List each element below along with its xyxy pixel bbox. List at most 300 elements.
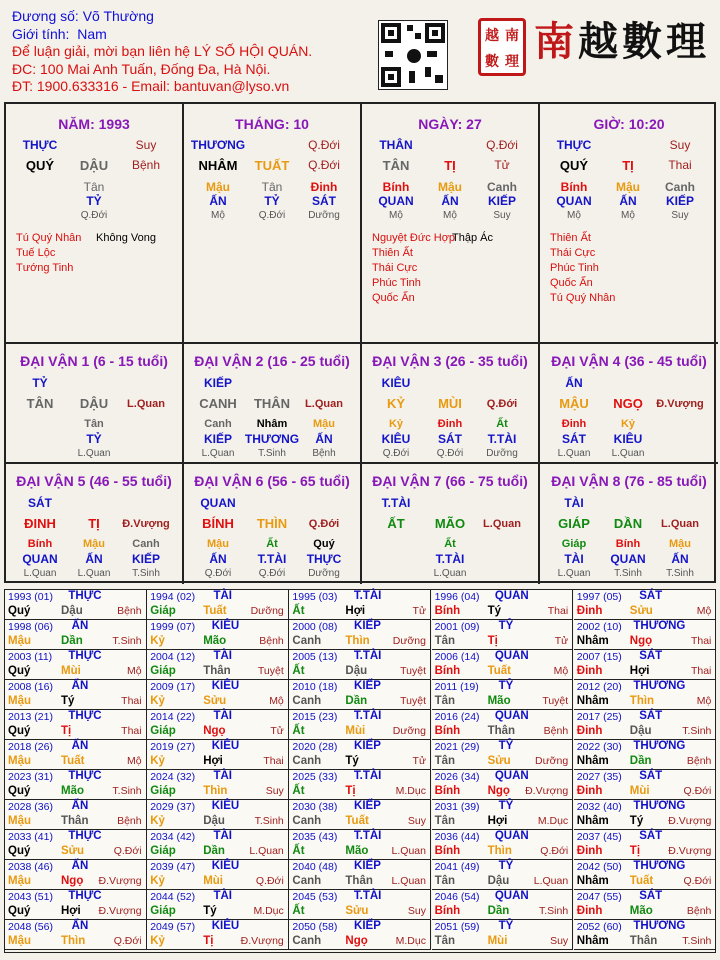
year-state: Thai	[121, 725, 142, 737]
year-cell[interactable]	[147, 890, 289, 920]
year-god: TÀI	[213, 710, 233, 722]
year-can: Nhâm	[576, 875, 609, 887]
year-label: 2002 (10)	[576, 621, 622, 633]
year-god: THỰC	[68, 650, 102, 662]
year-can: Bính	[434, 785, 461, 797]
year-chi: Thìn	[487, 845, 512, 857]
year-god: QUAN	[494, 650, 529, 662]
year-state: Thai	[690, 635, 712, 647]
year-can: Canh	[292, 935, 322, 947]
year-state: Tử	[412, 605, 426, 617]
year-chi: Dậu	[487, 875, 510, 887]
year-cell[interactable]	[432, 920, 574, 950]
year-god: THỰC	[68, 710, 102, 722]
year-cell[interactable]	[147, 860, 289, 890]
year-chi: Tý	[629, 815, 644, 827]
year-chi: Mùi	[487, 935, 508, 947]
year-cell[interactable]	[5, 620, 147, 650]
year-chi: Tị	[203, 935, 214, 947]
year-god: TÀI	[213, 830, 233, 842]
year-cell[interactable]	[5, 800, 147, 830]
pillar-hour: GIỜ: 10:20 THỰC Suy QUÝ TỊ Thai Bính Mậu Canh QUAN ẤN KIẾP Mộ Mộ Suy Thiên Ất Thái Cực Phúc Tinh Quốc Ấn Tú Quý Nhân	[540, 104, 718, 344]
year-state: T.Sinh	[112, 785, 142, 797]
year-state: Đ.Vượng	[98, 875, 142, 887]
year-can: Canh	[292, 695, 322, 707]
year-can: Mậu	[8, 815, 31, 827]
year-can: Bính	[434, 665, 461, 677]
year-state: Tuyệt	[400, 665, 426, 677]
year-chi: Tuất	[203, 605, 227, 617]
year-can: Nhâm	[576, 815, 609, 827]
year-can: Đinh	[576, 785, 603, 797]
decade-title: ĐẠI VẬN 6 (56 - 65 tuổi)	[194, 473, 350, 489]
year-state: Mộ	[269, 695, 284, 707]
year-chi: Hợi	[61, 905, 81, 917]
year-can: Ất	[292, 605, 305, 617]
year-chi: Thân	[345, 875, 373, 887]
year-state: Mộ	[127, 755, 142, 767]
year-label: 2028 (36)	[8, 801, 53, 813]
year-cell[interactable]	[574, 890, 716, 920]
year-can: Tân	[434, 755, 456, 767]
year-label: 2027 (35)	[576, 771, 622, 783]
decade-cell: ĐẠI VẬN 4 (36 - 45 tuổi) ẤN MẬU NGỌ Đ.Vượng Đinh SÁT L.Quan Kỷ KIÊU L.Quan	[540, 344, 718, 464]
year-label: 2043 (51)	[8, 891, 53, 903]
year-state: Mộ	[696, 605, 712, 617]
year-can: Mậu	[8, 875, 31, 887]
year-cell[interactable]	[574, 800, 716, 830]
year-label: 2013 (21)	[8, 711, 53, 723]
year-state: M.Dục	[253, 905, 284, 917]
year-chi: Dần	[61, 635, 83, 647]
pillar-title: NGÀY: 27	[418, 116, 482, 132]
year-god: THƯƠNG	[633, 680, 686, 692]
year-god: QUAN	[494, 890, 529, 902]
year-chi: Thân	[487, 725, 516, 737]
year-label: 2020 (28)	[292, 741, 338, 753]
pillar-month: THÁNG: 10 THƯƠNG Q.Đới NHÂM TUẤT Q.Đới Mậu Tân Đinh ẤN TỶ SÁT Mộ Q.Đới Dưỡng	[184, 104, 362, 344]
year-label: 2019 (27)	[150, 741, 196, 753]
year-state: Mộ	[696, 695, 712, 707]
year-can: Tân	[434, 695, 456, 707]
year-state: Q.Đới	[113, 935, 142, 947]
year-god: TÀI	[213, 770, 233, 782]
year-god: KIÊU	[211, 740, 240, 752]
year-state: Q.Đới	[255, 875, 284, 887]
year-can: Nhâm	[576, 635, 609, 647]
year-cell[interactable]	[432, 680, 574, 710]
year-label: 2006 (14)	[434, 651, 480, 663]
year-can: Kỷ	[150, 935, 165, 947]
year-god: QUAN	[494, 710, 529, 722]
year-god: ẤN	[71, 620, 89, 632]
year-label: 2050 (58)	[292, 921, 338, 933]
year-cell[interactable]	[289, 680, 431, 710]
year-state: Q.Đới	[540, 845, 569, 857]
year-cell[interactable]	[289, 740, 431, 770]
year-cell[interactable]	[289, 920, 431, 950]
year-god: THỰC	[68, 890, 102, 902]
year-can: Ất	[292, 905, 305, 917]
year-can: Giáp	[150, 845, 176, 857]
decade-cell: ĐẠI VẬN 2 (16 - 25 tuổi) KIẾP CANH THÂN L.Quan Canh KIẾP L.Quan Nhâm THƯƠNG T.Sinh Mậu ẤN Bệnh	[184, 344, 362, 464]
year-god: TỶ	[498, 680, 514, 692]
year-cell[interactable]	[147, 740, 289, 770]
year-state: Q.Đới	[683, 875, 712, 887]
year-chi: Sửu	[345, 905, 369, 917]
year-god: T.TÀI	[353, 650, 382, 662]
year-god: ẤN	[71, 680, 89, 692]
year-chi: Thân	[61, 815, 89, 827]
year-god: KIÊU	[211, 620, 240, 632]
year-state: Dưỡng	[535, 755, 569, 767]
year-cell[interactable]	[5, 860, 147, 890]
year-cell[interactable]	[289, 650, 431, 680]
year-label: 2034 (42)	[150, 831, 196, 843]
year-cell[interactable]	[432, 650, 574, 680]
year-cell[interactable]	[432, 800, 574, 830]
pillar-title: THÁNG: 10	[235, 116, 309, 132]
year-god: KIẾP	[354, 800, 381, 812]
year-cell[interactable]	[5, 650, 147, 680]
year-label: 2005 (13)	[292, 651, 338, 663]
year-state: Đ.Vượng	[668, 845, 712, 857]
year-god: THƯƠNG	[633, 860, 686, 872]
year-god: THƯƠNG	[633, 740, 686, 752]
year-label: 1993 (01)	[8, 591, 53, 603]
year-cell[interactable]	[289, 770, 431, 800]
year-state: Tuyệt	[257, 665, 284, 677]
year-god: SÁT	[639, 650, 663, 662]
year-cell[interactable]	[147, 590, 289, 620]
year-can: Ất	[292, 725, 305, 737]
year-label: 1997 (05)	[576, 591, 622, 603]
year-label: 2001 (09)	[434, 621, 480, 633]
year-label: 2008 (16)	[8, 681, 53, 693]
year-god: ẤN	[71, 920, 89, 932]
year-cell[interactable]	[5, 830, 147, 860]
year-god: ẤN	[71, 740, 89, 752]
year-cell[interactable]	[432, 860, 574, 890]
year-can: Bính	[434, 845, 461, 857]
year-cell[interactable]	[5, 770, 147, 800]
year-cell[interactable]	[432, 620, 574, 650]
year-god: KIÊU	[211, 680, 240, 692]
year-state: Tử	[270, 725, 284, 737]
year-god: KIẾP	[354, 860, 381, 872]
year-can: Tân	[434, 875, 456, 887]
year-state: Mộ	[553, 665, 569, 677]
year-cell[interactable]	[574, 860, 716, 890]
year-cell[interactable]	[432, 830, 574, 860]
year-chi: Hợi	[203, 755, 223, 767]
year-state: Q.Đới	[683, 785, 712, 797]
year-can: Bính	[434, 605, 461, 617]
decade-cell: ĐẠI VẬN 1 (6 - 15 tuổi) TỶ TÂN DẬU L.Quan Tân TỶ L.Quan	[6, 344, 184, 464]
year-can: Giáp	[150, 725, 176, 737]
year-cell[interactable]	[432, 770, 574, 800]
year-chi: Tý	[345, 755, 359, 767]
year-can: Giáp	[150, 605, 176, 617]
year-state: T.Sinh	[682, 725, 712, 737]
year-cell[interactable]	[574, 740, 716, 770]
year-cell[interactable]	[147, 680, 289, 710]
decade-cell: ĐẠI VẬN 7 (66 - 75 tuổi) T.TÀI ẤT MÃO L.Quan Ất T.TÀI L.Quan	[362, 464, 540, 584]
year-state: Suy	[407, 905, 426, 917]
year-can: Canh	[292, 755, 322, 767]
year-cell[interactable]	[5, 680, 147, 710]
year-god: KIẾP	[354, 680, 381, 692]
year-god: THỰC	[68, 590, 102, 602]
year-chi: Tý	[203, 905, 217, 917]
year-can: Nhâm	[576, 755, 609, 767]
year-label: 2007 (15)	[576, 651, 622, 663]
year-cell[interactable]	[432, 740, 574, 770]
year-can: Canh	[292, 635, 322, 647]
year-cell[interactable]	[289, 710, 431, 740]
year-can: Tân	[434, 815, 456, 827]
year-god: KIẾP	[354, 740, 381, 752]
year-chi: Tý	[61, 695, 75, 707]
year-can: Giáp	[150, 665, 176, 677]
year-state: M.Dục	[395, 785, 426, 797]
year-cell[interactable]	[5, 710, 147, 740]
year-chi: Mão	[345, 845, 369, 857]
year-god: QUAN	[494, 590, 529, 602]
year-god: SÁT	[639, 830, 663, 842]
year-state: T.Sinh	[112, 635, 142, 647]
year-chi: Sửu	[629, 605, 653, 617]
year-label: 2051 (59)	[434, 921, 480, 933]
year-state: Đ.Vượng	[525, 785, 569, 797]
year-cell[interactable]	[574, 920, 716, 950]
owner-line: Đương số: Võ Thường	[12, 8, 154, 24]
year-god: SÁT	[639, 770, 663, 782]
year-cell[interactable]	[289, 860, 431, 890]
year-god: TỶ	[498, 620, 514, 632]
year-label: 2004 (12)	[150, 651, 196, 663]
year-chi: Tị	[61, 725, 72, 737]
seal-stamp-icon: 越 南 數 理	[478, 18, 526, 76]
year-can: Kỷ	[150, 755, 165, 767]
decade-title: ĐẠI VẬN 3 (26 - 35 tuổi)	[372, 353, 528, 369]
year-state: Thai	[263, 755, 284, 767]
year-chi: Mão	[203, 635, 227, 647]
year-can: Giáp	[150, 905, 176, 917]
year-state: Suy	[550, 935, 569, 947]
year-label: 2010 (18)	[292, 681, 338, 693]
pillar-title: GIỜ: 10:20	[593, 116, 665, 132]
year-state: L.Quan	[533, 875, 569, 887]
year-chi: Tuất	[629, 875, 654, 887]
year-can: Quý	[8, 785, 31, 797]
year-state: Tử	[554, 635, 569, 647]
year-state: Thai	[121, 695, 142, 707]
year-can: Ất	[292, 845, 305, 857]
year-can: Quý	[8, 845, 31, 857]
header-info	[12, 8, 312, 96]
year-label: 2040 (48)	[292, 861, 338, 873]
year-state: Dưỡng	[392, 725, 426, 737]
contact-line: Để luận giải, mời bạn liên hệ LÝ SỐ HỘI QUÁN.	[12, 43, 313, 59]
year-cell[interactable]	[289, 620, 431, 650]
year-can: Bính	[434, 725, 461, 737]
year-god: ẤN	[71, 860, 89, 872]
year-cell[interactable]	[574, 650, 716, 680]
year-god: KIÊU	[211, 920, 240, 932]
year-label: 1999 (07)	[150, 621, 196, 633]
year-label: 2016 (24)	[434, 711, 480, 723]
year-cell[interactable]	[289, 890, 431, 920]
year-state: T.Sinh	[682, 935, 712, 947]
year-label: 2031 (39)	[434, 801, 480, 813]
pillar-title: NĂM: 1993	[58, 116, 130, 132]
year-chi: Mùi	[345, 725, 366, 737]
decade-title: ĐẠI VẬN 4 (36 - 45 tuổi)	[551, 353, 707, 369]
year-can: Bính	[434, 905, 461, 917]
year-cell[interactable]	[574, 830, 716, 860]
year-state: Tuyệt	[400, 695, 426, 707]
year-god: THỰC	[68, 830, 102, 842]
year-chi: Dậu	[629, 725, 652, 737]
year-cell[interactable]	[574, 590, 716, 620]
year-state: Mộ	[127, 665, 142, 677]
year-can: Mậu	[8, 695, 31, 707]
year-cell[interactable]	[147, 770, 289, 800]
year-state: M.Dục	[395, 935, 426, 947]
year-chi: Dần	[629, 755, 652, 767]
year-state: Dưỡng	[250, 605, 284, 617]
year-chi: Ngọ	[487, 785, 510, 797]
year-can: Đinh	[576, 725, 603, 737]
year-label: 2049 (57)	[150, 921, 196, 933]
year-can: Ất	[292, 665, 305, 677]
year-cell[interactable]	[574, 680, 716, 710]
year-god: KIẾP	[354, 620, 381, 632]
year-cell[interactable]	[147, 710, 289, 740]
year-god: KIÊU	[211, 800, 240, 812]
year-label: 2030 (38)	[292, 801, 338, 813]
year-chi: Tuất	[345, 815, 369, 827]
year-can: Đinh	[576, 845, 603, 857]
year-chi: Ngọ	[629, 635, 653, 647]
year-label: 2022 (30)	[576, 741, 622, 753]
year-cell[interactable]	[432, 710, 574, 740]
year-cell[interactable]	[574, 620, 716, 650]
year-god: T.TÀI	[353, 590, 382, 602]
year-label: 1998 (06)	[8, 621, 53, 633]
year-label: 2044 (52)	[150, 891, 196, 903]
brand-logo: 南越數理	[534, 18, 710, 65]
pillar-year: NĂM: 1993 THỰC Suy QUÝ DẬU Bệnh Tân TỶ Q.Đới Tú Quý Nhân Không Vong Tuế Lộc Tướng Tinh	[6, 104, 184, 344]
year-cell[interactable]	[5, 890, 147, 920]
year-cell[interactable]	[289, 800, 431, 830]
decade-cell: ĐẠI VẬN 3 (26 - 35 tuổi) KIÊU KỶ MÙI Q.Đới Kỷ KIÊU Q.Đới Đinh SÁT Q.Đới Ất T.TÀI Dưỡng	[362, 344, 540, 464]
decade-title: ĐẠI VẬN 2 (16 - 25 tuổi)	[194, 353, 350, 369]
year-label: 2038 (46)	[8, 861, 53, 873]
year-can: Tân	[434, 935, 456, 947]
year-cell[interactable]	[5, 920, 147, 950]
decade-cell: ĐẠI VẬN 8 (76 - 85 tuổi) TÀI GIÁP DẦN L.Quan Giáp TÀI L.Quan Bính QUAN T.Sinh Mậu ẤN T.Sinh	[540, 464, 718, 584]
year-cell[interactable]	[147, 800, 289, 830]
year-god: TỶ	[498, 740, 514, 752]
year-chi: Dậu	[203, 815, 225, 827]
year-chi: Dần	[345, 695, 368, 707]
year-cell[interactable]	[147, 620, 289, 650]
year-chi: Tị	[629, 845, 641, 857]
year-state: L.Quan	[249, 845, 284, 857]
year-state: Bệnh	[543, 725, 569, 737]
year-label: 2015 (23)	[292, 711, 338, 723]
year-state: Đ.Vượng	[240, 935, 284, 947]
year-chi: Thìn	[345, 635, 370, 647]
year-label: 2047 (55)	[576, 891, 622, 903]
year-god: THƯƠNG	[633, 920, 686, 932]
decade-title: ĐẠI VẬN 7 (66 - 75 tuổi)	[372, 473, 528, 489]
year-label: 2052 (60)	[576, 921, 622, 933]
year-label: 2017 (25)	[576, 711, 622, 723]
year-cell[interactable]	[147, 830, 289, 860]
year-state: Suy	[407, 815, 426, 827]
year-god: KIÊU	[211, 860, 240, 872]
year-cell[interactable]	[432, 890, 574, 920]
year-can: Kỷ	[150, 875, 165, 887]
year-can: Mậu	[8, 935, 31, 947]
year-cell[interactable]	[289, 590, 431, 620]
year-label: 2021 (29)	[434, 741, 480, 753]
year-can: Kỷ	[150, 815, 165, 827]
year-can: Kỷ	[150, 695, 165, 707]
year-cell[interactable]	[432, 590, 574, 620]
year-god: TÀI	[213, 650, 233, 662]
year-cell[interactable]	[5, 590, 147, 620]
year-chi: Hợi	[345, 605, 366, 617]
year-state: M.Dục	[537, 815, 569, 827]
year-chi: Dậu	[61, 605, 83, 617]
year-label: 2014 (22)	[150, 711, 196, 723]
year-cell[interactable]	[574, 770, 716, 800]
year-cell[interactable]	[5, 740, 147, 770]
year-chi: Dần	[487, 905, 510, 917]
year-can: Ất	[292, 785, 305, 797]
year-can: Mậu	[8, 635, 31, 647]
year-state: Tử	[412, 755, 426, 767]
year-cell[interactable]	[147, 920, 289, 950]
year-cell[interactable]	[574, 710, 716, 740]
year-state: Suy	[265, 785, 284, 797]
year-can: Đinh	[576, 665, 603, 677]
year-state: Dưỡng	[392, 635, 426, 647]
year-label: 2012 (20)	[576, 681, 622, 693]
year-state: Đ.Vượng	[98, 905, 142, 917]
decade-cell: ĐẠI VẬN 5 (46 - 55 tuổi) SÁT ĐINH TỊ Đ.Vượng Bính QUAN L.Quan Mậu ẤN L.Quan Canh KIẾP T.Sinh	[6, 464, 184, 584]
chart-grid	[4, 102, 716, 583]
year-god: T.TÀI	[353, 770, 382, 782]
year-god: THƯƠNG	[633, 800, 686, 812]
year-label: 2009 (17)	[150, 681, 196, 693]
year-label: 2023 (31)	[8, 771, 53, 783]
year-god: T.TÀI	[353, 830, 382, 842]
year-cell[interactable]	[289, 830, 431, 860]
year-label: 1994 (02)	[150, 591, 196, 603]
annual-table	[4, 589, 716, 953]
year-state: L.Quan	[391, 845, 426, 857]
year-cell[interactable]	[147, 650, 289, 680]
year-god: THỰC	[68, 770, 102, 782]
qr-code-icon[interactable]	[378, 20, 448, 90]
year-chi: Thìn	[629, 695, 655, 707]
decade-title: ĐẠI VẬN 5 (46 - 55 tuổi)	[16, 473, 172, 489]
